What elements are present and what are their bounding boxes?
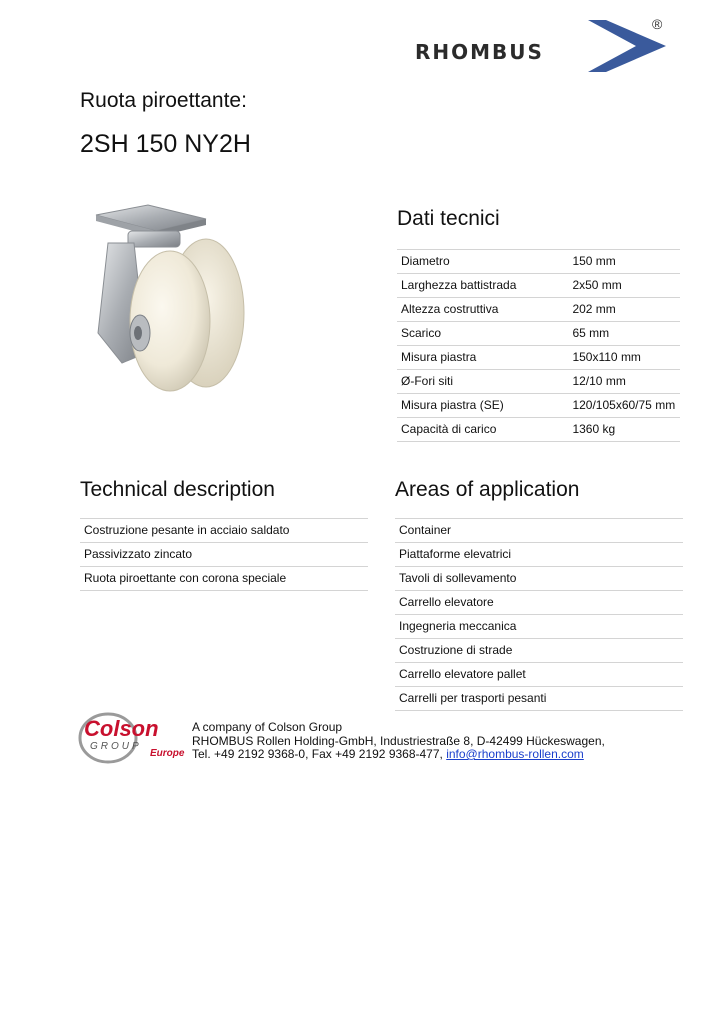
list-item: Costruzione di strade xyxy=(399,643,513,657)
footer-address-line: RHOMBUS Rollen Holding-GmbH, Industriestraße 8, D-42499 Hückeswagen, xyxy=(192,733,605,748)
table-row xyxy=(395,519,683,543)
spec-label: Altezza costruttiva xyxy=(401,302,499,316)
list-item: Costruzione pesante in acciaio saldato xyxy=(84,523,290,537)
brand-name: RHOMBUS xyxy=(415,40,544,64)
spec-label: Ø-Fori siti xyxy=(401,374,453,388)
list-item: Ingegneria meccanica xyxy=(399,619,517,633)
list-item: Tavoli di sollevamento xyxy=(399,571,517,585)
technical-description-table xyxy=(80,518,368,591)
spec-label: Capacità di carico xyxy=(401,422,497,436)
spec-value: 1360 kg xyxy=(572,422,616,436)
table-row xyxy=(397,418,680,442)
table-row xyxy=(397,370,680,394)
table-row xyxy=(395,543,683,567)
registered-mark: ® xyxy=(652,16,663,32)
colson-logo-group: GROUP xyxy=(90,741,142,752)
table-row xyxy=(80,543,368,567)
tech-data-table xyxy=(397,249,680,442)
list-item: Piattaforme elevatrici xyxy=(399,547,512,561)
caster-wheel-image xyxy=(88,203,248,393)
list-item: Container xyxy=(399,523,452,537)
table-row xyxy=(395,591,683,615)
table-row xyxy=(395,639,683,663)
table-row xyxy=(395,615,683,639)
spec-label: Scarico xyxy=(401,326,442,340)
table-row xyxy=(397,394,680,418)
footer-contact-line xyxy=(192,748,605,762)
spec-value: 12/10 mm xyxy=(572,374,626,388)
product-subtitle: Ruota piroettante: xyxy=(80,89,247,112)
list-item: Carrelli per trasporti pesanti xyxy=(399,691,547,705)
spec-value: 150x110 mm xyxy=(572,350,641,364)
table-row xyxy=(395,663,683,687)
spec-value: 65 mm xyxy=(572,326,610,340)
table-row xyxy=(397,250,680,274)
spec-label: Diametro xyxy=(401,254,450,268)
areas-of-application-heading: Areas of application xyxy=(395,478,580,501)
areas-of-application-table xyxy=(395,518,683,711)
table-row xyxy=(397,274,680,298)
colson-logo-word: Colson xyxy=(84,716,159,741)
table-row xyxy=(397,298,680,322)
tech-data-heading: Dati tecnici xyxy=(397,207,500,230)
spec-label: Larghezza battistrada xyxy=(401,278,517,292)
footer-contact xyxy=(192,721,605,762)
table-row xyxy=(80,567,368,591)
list-item: Ruota piroettante con corona speciale xyxy=(84,571,287,585)
spec-label: Misura piastra xyxy=(401,350,477,364)
spec-value: 150 mm xyxy=(572,254,616,268)
email-link[interactable]: info@rhombus-rollen.com xyxy=(446,747,584,761)
table-row xyxy=(397,346,680,370)
spec-value: 120/105x60/75 mm xyxy=(572,398,676,412)
technical-description-heading: Technical description xyxy=(80,478,275,501)
spec-value: 2x50 mm xyxy=(572,278,622,292)
table-row xyxy=(395,687,683,711)
list-item: Carrello elevatore xyxy=(399,595,494,609)
list-item: Passivizzato zincato xyxy=(84,547,193,561)
product-code: 2SH 150 NY2H xyxy=(80,130,251,158)
table-row xyxy=(80,519,368,543)
colson-logo-region: Europe xyxy=(150,748,185,759)
table-row xyxy=(397,322,680,346)
list-item: Carrello elevatore pallet xyxy=(399,667,526,681)
footer-phone-fax: Tel. +49 2192 9368-0, Fax +49 2192 9368-477, xyxy=(192,747,447,761)
spec-value: 202 mm xyxy=(572,302,616,316)
colson-group-logo xyxy=(78,712,188,764)
table-row xyxy=(395,567,683,591)
footer-company-line: A company of Colson Group xyxy=(192,720,343,734)
spec-label: Misura piastra (SE) xyxy=(401,398,504,412)
